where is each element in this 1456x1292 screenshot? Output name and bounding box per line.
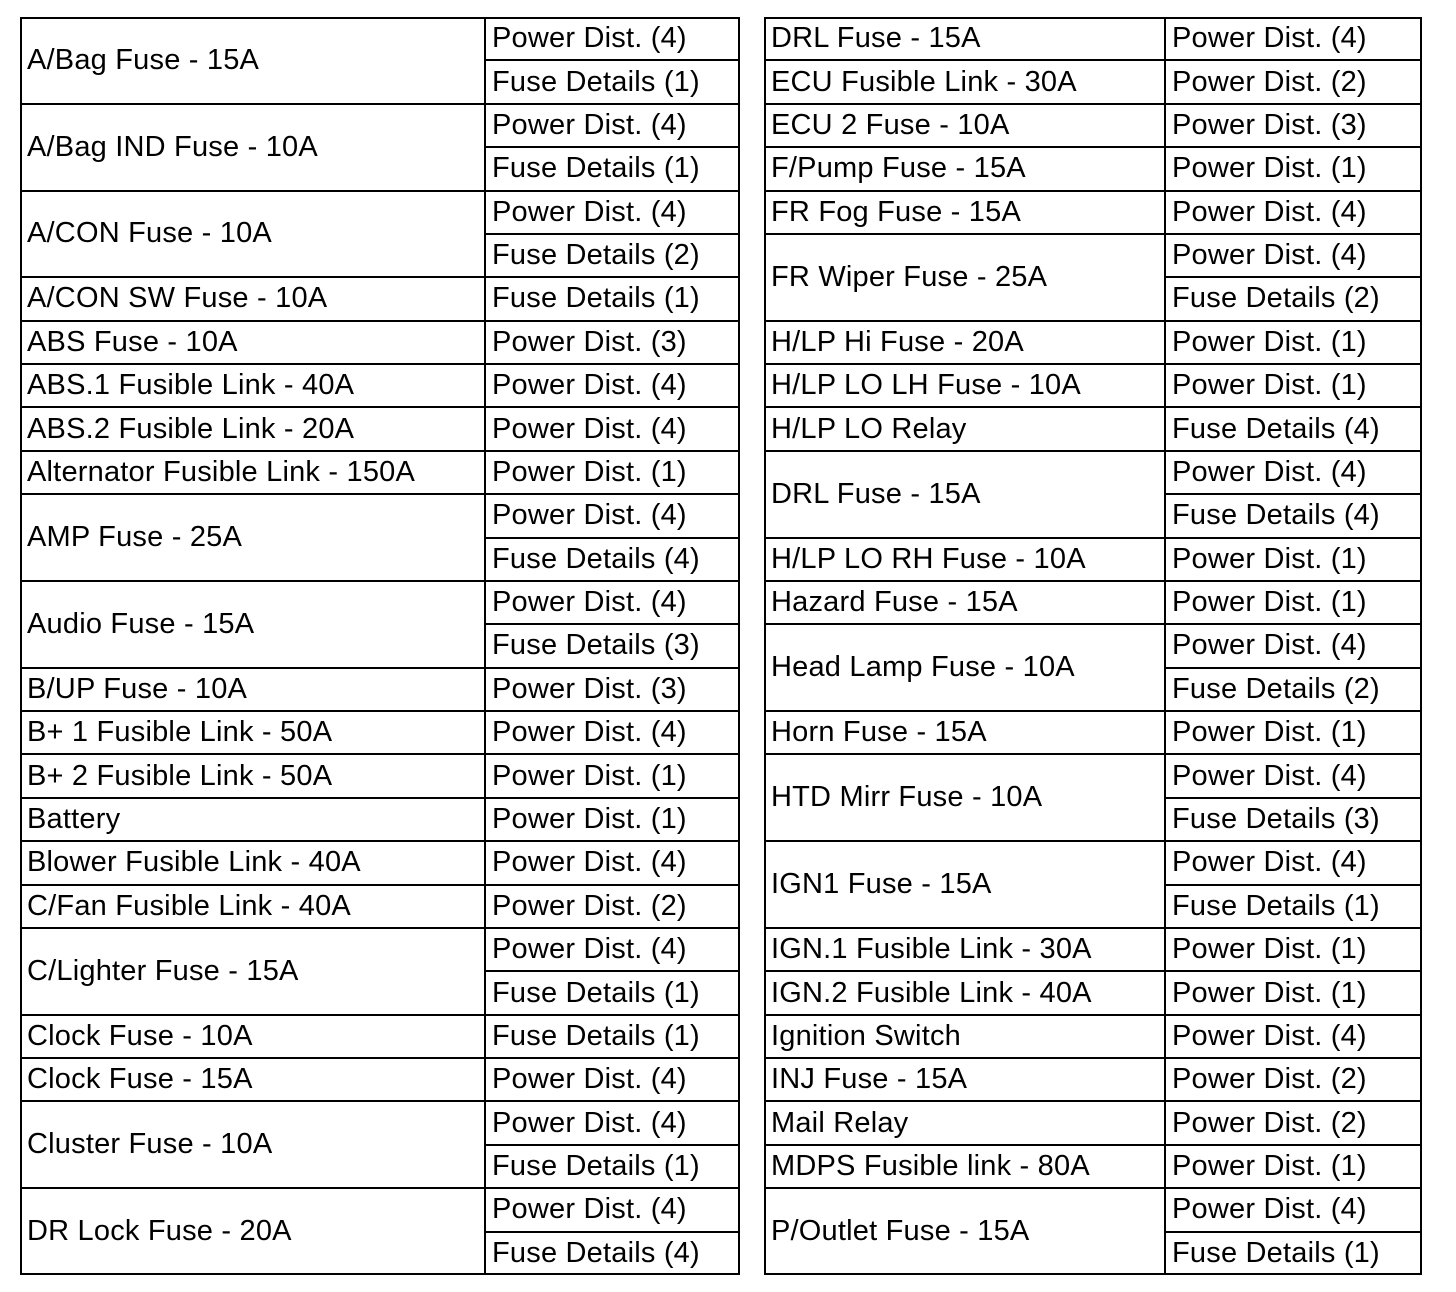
right-component-cell: H/LP LO Relay (771, 412, 967, 445)
left-component-cell: B+ 1 Fusible Link - 50A (27, 716, 333, 749)
left-component-cell: A/CON Fuse - 10A (27, 217, 272, 250)
left-reference-cell: Power Dist. (4) (492, 108, 687, 141)
left-reference-cell: Power Dist. (1) (492, 759, 687, 792)
right-reference-cell: Fuse Details (4) (1172, 499, 1380, 532)
right-subrow-divider (1165, 667, 1422, 669)
left-reference-cell: Power Dist. (4) (492, 22, 687, 55)
left-component-cell: Clock Fuse - 10A (27, 1019, 253, 1052)
left-component-cell: A/Bag IND Fuse - 10A (27, 130, 318, 163)
right-component-cell: DRL Fuse - 15A (771, 477, 981, 510)
left-component-cell: C/Lighter Fuse - 15A (27, 954, 299, 987)
right-reference-cell: Power Dist. (4) (1172, 1019, 1367, 1052)
left-reference-cell: Fuse Details (3) (492, 629, 700, 662)
right-reference-cell: Power Dist. (4) (1172, 195, 1367, 228)
right-component-cell: INJ Fuse - 15A (771, 1063, 968, 1096)
right-component-cell: HTD Mirr Fuse - 10A (771, 781, 1043, 814)
right-component-cell: Hazard Fuse - 15A (771, 586, 1018, 619)
left-reference-cell: Fuse Details (2) (492, 239, 700, 272)
right-reference-cell: Power Dist. (2) (1172, 1106, 1367, 1139)
left-reference-cell: Power Dist. (4) (492, 1063, 687, 1096)
right-reference-cell: Power Dist. (1) (1172, 933, 1367, 966)
left-component-cell: Cluster Fuse - 10A (27, 1128, 273, 1161)
left-reference-cell: Power Dist. (1) (492, 455, 687, 488)
right-reference-cell: Power Dist. (4) (1172, 1193, 1367, 1226)
left-component-cell: A/CON SW Fuse - 10A (27, 282, 328, 315)
left-reference-cell: Fuse Details (1) (492, 976, 700, 1009)
right-component-cell: DRL Fuse - 15A (771, 22, 981, 55)
left-component-cell: Battery (27, 803, 121, 835)
left-reference-cell: Fuse Details (1) (492, 152, 700, 185)
right-component-cell: H/LP LO LH Fuse - 10A (771, 369, 1081, 402)
left-reference-cell: Power Dist. (4) (492, 195, 687, 228)
right-component-cell: H/LP Hi Fuse - 20A (771, 325, 1024, 358)
right-component-cell: IGN1 Fuse - 15A (771, 868, 992, 901)
right-reference-cell: Fuse Details (1) (1172, 1236, 1380, 1269)
left-subrow-divider (485, 537, 740, 539)
left-component-cell: Alternator Fusible Link - 150A (27, 455, 416, 488)
right-subrow-divider (1165, 493, 1422, 495)
left-component-cell: DR Lock Fuse - 20A (27, 1215, 292, 1248)
left-reference-cell: Power Dist. (1) (492, 803, 687, 835)
right-component-cell: Ignition Switch (771, 1019, 961, 1052)
fuse-reference-sheet (20, 17, 1422, 1275)
left-reference-cell: Power Dist. (4) (492, 846, 687, 879)
right-reference-cell: Power Dist. (1) (1172, 369, 1367, 402)
right-component-cell: ECU Fusible Link - 30A (771, 65, 1077, 98)
left-subrow-divider (485, 233, 740, 235)
right-component-cell: P/Outlet Fuse - 15A (771, 1215, 1030, 1248)
left-reference-cell: Fuse Details (1) (492, 1019, 700, 1052)
right-reference-cell: Fuse Details (2) (1172, 672, 1380, 705)
right-component-cell: Mail Relay (771, 1106, 909, 1139)
right-subrow-divider (1165, 276, 1422, 278)
left-component-cell: C/Fan Fusible Link - 40A (27, 889, 351, 922)
left-component-cell: Clock Fuse - 15A (27, 1063, 253, 1096)
left-subrow-divider (485, 1144, 740, 1146)
left-component-cell: B+ 2 Fusible Link - 50A (27, 759, 333, 792)
right-subrow-divider (1165, 1231, 1422, 1233)
left-component-cell: ABS Fuse - 10A (27, 325, 238, 358)
right-reference-cell: Fuse Details (1) (1172, 889, 1380, 922)
left-reference-cell: Power Dist. (4) (492, 1106, 687, 1139)
left-reference-cell: Power Dist. (4) (492, 586, 687, 619)
left-reference-cell: Power Dist. (3) (492, 325, 687, 358)
right-reference-cell: Fuse Details (2) (1172, 282, 1380, 315)
left-component-cell: AMP Fuse - 25A (27, 521, 243, 554)
left-component-cell: Audio Fuse - 15A (27, 607, 255, 640)
left-reference-cell: Fuse Details (1) (492, 1150, 700, 1183)
left-reference-cell: Power Dist. (4) (492, 716, 687, 749)
left-subrow-divider (485, 146, 740, 148)
right-reference-cell: Power Dist. (1) (1172, 325, 1367, 358)
right-reference-cell: Power Dist. (1) (1172, 716, 1367, 749)
left-component-cell: B/UP Fuse - 10A (27, 672, 248, 705)
right-subrow-divider (1165, 797, 1422, 799)
right-reference-cell: Power Dist. (1) (1172, 152, 1367, 185)
right-component-cell: Horn Fuse - 15A (771, 716, 987, 749)
right-reference-cell: Power Dist. (4) (1172, 22, 1367, 55)
right-reference-cell: Fuse Details (3) (1172, 803, 1380, 835)
left-reference-cell: Power Dist. (4) (492, 369, 687, 402)
right-reference-cell: Power Dist. (1) (1172, 542, 1367, 575)
left-subrow-divider (485, 970, 740, 972)
right-component-cell: F/Pump Fuse - 15A (771, 152, 1026, 185)
left-component-cell: ABS.2 Fusible Link - 20A (27, 412, 355, 445)
left-subrow-divider (485, 623, 740, 625)
right-component-cell: MDPS Fusible link - 80A (771, 1150, 1090, 1183)
right-reference-cell: Power Dist. (4) (1172, 759, 1367, 792)
right-component-cell: IGN.2 Fusible Link - 40A (771, 976, 1092, 1009)
right-reference-cell: Power Dist. (1) (1172, 1150, 1367, 1183)
left-reference-cell: Fuse Details (1) (492, 65, 700, 98)
left-reference-cell: Power Dist. (4) (492, 499, 687, 532)
right-reference-cell: Power Dist. (2) (1172, 1063, 1367, 1096)
right-component-cell: H/LP LO RH Fuse - 10A (771, 542, 1086, 575)
right-reference-cell: Power Dist. (2) (1172, 65, 1367, 98)
left-subrow-divider (485, 1231, 740, 1233)
right-reference-cell: Power Dist. (4) (1172, 239, 1367, 272)
left-component-cell: Blower Fusible Link - 40A (27, 846, 361, 879)
left-reference-cell: Power Dist. (3) (492, 672, 687, 705)
right-component-cell: IGN.1 Fusible Link - 30A (771, 933, 1092, 966)
right-subrow-divider (1165, 884, 1422, 886)
right-component-cell: ECU 2 Fuse - 10A (771, 108, 1010, 141)
left-reference-cell: Power Dist. (4) (492, 412, 687, 445)
left-reference-cell: Power Dist. (4) (492, 933, 687, 966)
right-reference-cell: Power Dist. (4) (1172, 629, 1367, 662)
left-component-cell: ABS.1 Fusible Link - 40A (27, 369, 355, 402)
left-reference-cell: Power Dist. (4) (492, 1193, 687, 1226)
left-reference-cell: Fuse Details (4) (492, 542, 700, 575)
right-component-cell: FR Fog Fuse - 15A (771, 195, 1021, 228)
right-component-cell: FR Wiper Fuse - 25A (771, 260, 1048, 293)
right-reference-cell: Fuse Details (4) (1172, 412, 1380, 445)
left-reference-cell: Power Dist. (2) (492, 889, 687, 922)
right-reference-cell: Power Dist. (1) (1172, 976, 1367, 1009)
left-component-cell: A/Bag Fuse - 15A (27, 43, 260, 76)
right-reference-cell: Power Dist. (4) (1172, 846, 1367, 879)
right-component-cell: Head Lamp Fuse - 10A (771, 651, 1075, 684)
right-reference-cell: Power Dist. (4) (1172, 455, 1367, 488)
right-reference-cell: Power Dist. (1) (1172, 586, 1367, 619)
left-reference-cell: Fuse Details (1) (492, 282, 700, 315)
left-subrow-divider (485, 59, 740, 61)
left-reference-cell: Fuse Details (4) (492, 1236, 700, 1269)
right-reference-cell: Power Dist. (3) (1172, 108, 1367, 141)
